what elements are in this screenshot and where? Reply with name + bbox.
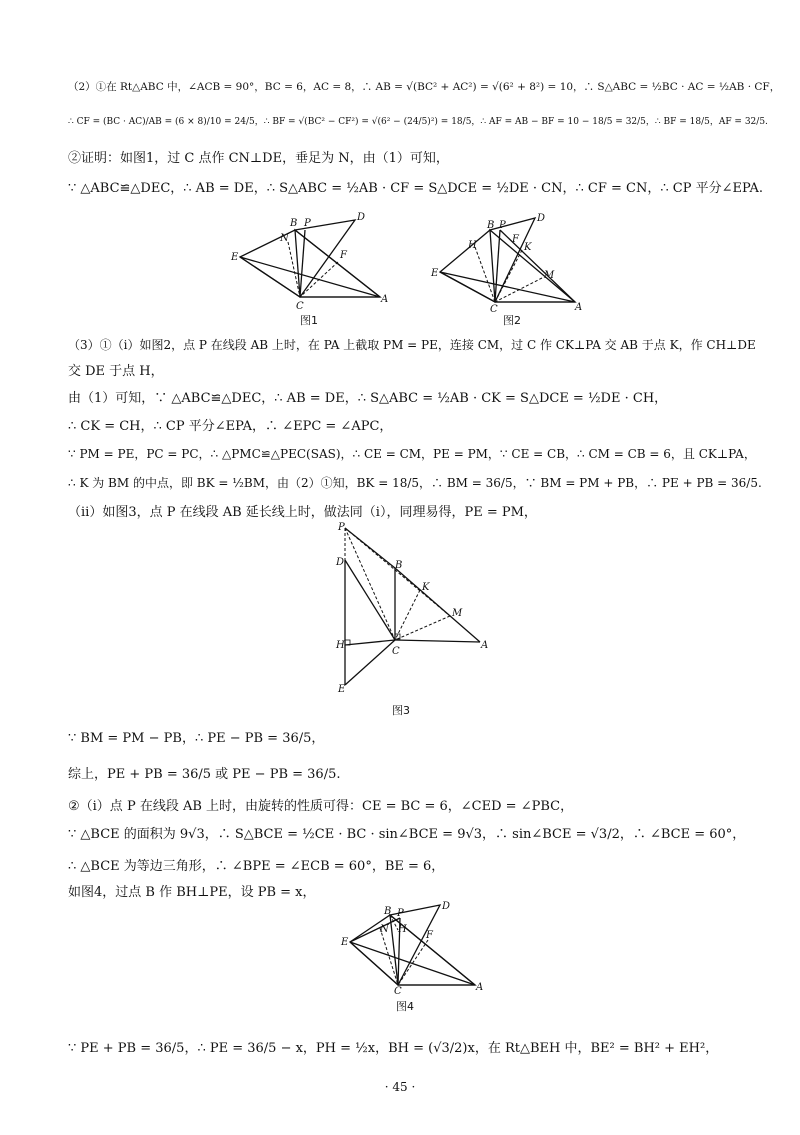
label-N: N [280,233,289,244]
text-line-8: ∴ CK = CH，∴ CP 平分∠EPA，∴ ∠EPC = ∠APC， [68,419,393,434]
figure-1-caption: 图1 [300,314,318,327]
text-line-15: ∵ △BCE 的面积为 9√3，∴ S△BCE = ½CE · BC · sin∠BCE = 9√3，∴ sin∠BCE = √3/2，∴ ∠BCE = 60°， [68,827,746,842]
label-D: D [336,557,345,568]
text-line-11: （ⅱ）如图3，点 P 在线段 AB 延长线上时，做法同（ⅰ），同理易得，PE = PM， [68,505,537,520]
figure-3 [330,520,500,695]
figure-2 [430,212,590,312]
label-F: F [512,234,519,245]
label-A: A [476,982,484,993]
text-line-5: （3）①（ⅰ）如图2，点 P 在线段 AB 上时，在 PA 上截取 PM = PE，连接 CM，过 C 作 CK⊥PA 交 AB 于点 K，作 CH⊥DE [68,338,756,352]
figure-4 [340,900,490,995]
label-P: P [338,522,345,533]
text-line-10: ∴ K 为 BM 的中点，即 BK = ½BM，由（2）①知，BK = 18/5，∴ BM = 36/5，∵ BM = PM + PB，∴ PE + PB = 36/5. [68,476,762,490]
text-line-16: ∴ △BCE 为等边三角形，∴ ∠BPE = ∠ECB = 60°，BE = 6， [68,859,445,874]
label-K: K [422,582,430,593]
label-H: H [398,924,407,935]
text-line-18: ∵ PE + PB = 36/5，∴ PE = 36/5 − x，PH = ½x，BH = (√3/2)x，在 Rt△BEH 中，BE² = BH² + EH²， [68,1041,719,1056]
figure-1 [230,212,400,312]
text-line-9: ∵ PM = PE，PC = PC，∴ △PMC≌△PEC(SAS)，∴ CE = CM，PE = PM，∵ CE = CB，∴ CM = CB = 6，且 CK⊥PA， [68,447,756,461]
label-H: H [468,240,477,251]
text-line-2: ∴ CF = (BC · AC)/AB = (6 × 8)/10 = 24/5，∴ BF = √(BC² − CF²) = √(6² − (24/5)²) = 18/5，∴ AF = AB − BF = 10 − 18/5 = 32/5，∴ BF = 18/5，AF = 32/5. [68,117,768,127]
label-A: A [481,640,489,651]
label-M: M [452,608,463,619]
label-D: D [537,213,546,224]
label-C: C [392,646,400,657]
label-A: A [381,294,389,305]
text-line-17: 如图4，过点 B 作 BH⊥PE，设 PB = x， [68,885,316,900]
label-K: K [524,242,532,253]
label-B: B [487,220,495,231]
label-N: N [380,924,389,935]
label-P: P [499,220,506,231]
label-C: C [490,304,498,312]
label-B: B [290,218,298,229]
label-D: D [357,212,366,223]
text-line-1: （2）①在 Rt△ABC 中，∠ACB = 90°，BC = 6，AC = 8，∴ AB = √(BC² + AC²) = √(6² + 8²) = 10，∴ S△ABC = ½BC · AC = ½AB · CF， [68,81,781,93]
label-C: C [296,301,304,312]
label-A: A [575,302,583,312]
label-B: B [395,560,403,571]
figure-2-caption: 图2 [503,314,521,327]
label-M: M [544,270,555,281]
label-H: H [336,640,345,651]
text-line-14: ②（ⅰ）点 P 在线段 AB 上时，由旋转的性质可得：CE = BC = 6，∠CED = ∠PBC， [68,799,574,814]
label-P: P [304,218,311,229]
label-D: D [442,901,451,912]
label-C: C [394,986,402,995]
label-P: P [397,908,404,919]
text-line-6: 交 DE 于点 H， [68,364,164,379]
label-E: E [338,684,346,695]
label-F: F [340,250,347,261]
text-line-13: 综上，PE + PB = 36/5 或 PE − PB = 36/5. [68,767,341,782]
label-E: E [231,252,239,263]
label-F: F [426,930,433,941]
text-line-3: ②证明：如图1，过 C 点作 CN⊥DE，垂足为 N，由（1）可知， [68,151,449,166]
page-number: · 45 · [384,1080,416,1094]
label-B: B [384,906,392,917]
label-E: E [431,268,439,279]
figure-3-caption: 图3 [392,704,410,717]
label-E: E [341,937,349,948]
text-line-4: ∵ △ABC≌△DEC，∴ AB = DE，∴ S△ABC = ½AB · CF = S△DCE = ½DE · CN，∴ CF = CN，∴ CP 平分∠EPA. [68,181,764,196]
figure-4-caption: 图4 [396,1000,414,1013]
text-line-12: ∵ BM = PM − PB，∴ PE − PB = 36/5， [68,731,325,746]
text-line-7: 由（1）可知，∵ △ABC≌△DEC，∴ AB = DE，∴ S△ABC = ½AB · CK = S△DCE = ½DE · CH， [68,391,668,406]
